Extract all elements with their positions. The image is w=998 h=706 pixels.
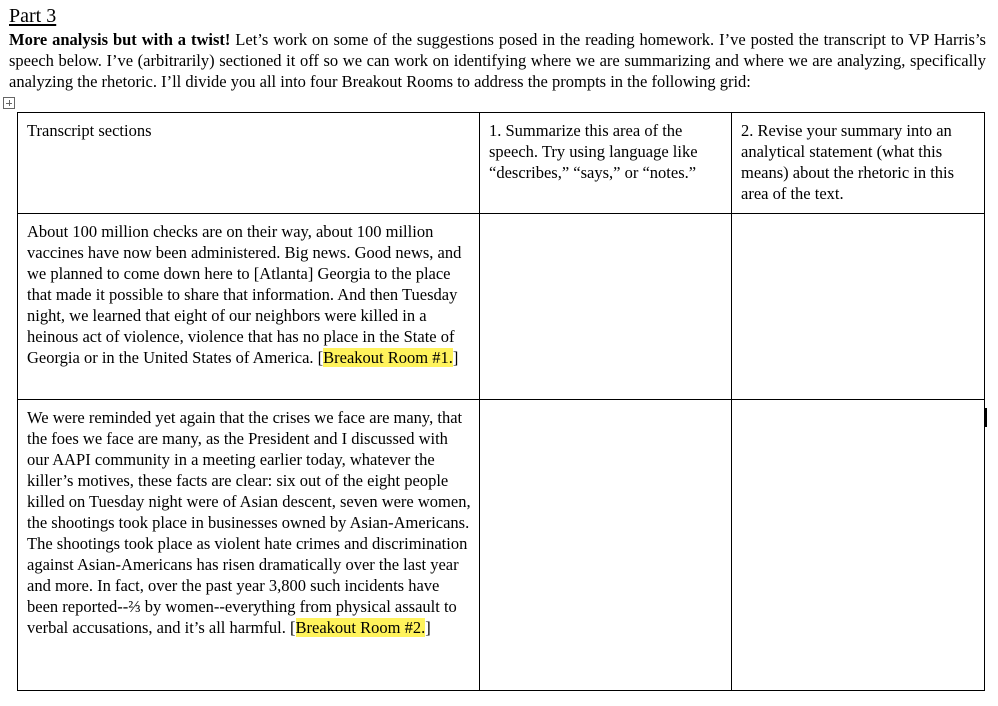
analysis-cell-2[interactable] bbox=[732, 400, 985, 691]
header-summarize[interactable]: 1. Summarize this area of the speech. Try using language like “describes,” “says,” or “notes.” bbox=[480, 113, 732, 214]
transcript-cell-2[interactable] bbox=[18, 400, 480, 691]
closing-bracket-2: ] bbox=[425, 618, 431, 637]
intro-paragraph bbox=[9, 29, 986, 92]
text-cursor bbox=[985, 408, 987, 427]
transcript-cell-1[interactable] bbox=[18, 214, 480, 400]
summary-cell-2[interactable] bbox=[480, 400, 732, 691]
breakout-room-highlight-1: Breakout Room #1. bbox=[323, 348, 453, 367]
transcript-text-1: About 100 million checks are on their way, about 100 million vaccines have now been administered. Big news. Good news, and we planned to come down here to [Atlanta] Georgia to the place that made it possible to share that information. And then Tuesday night, we learned that eight of our neighbors were killed in a heinous act of violence, violence that has no place in the State of Georgia or in the United States of America. [ bbox=[27, 222, 462, 367]
summary-cell-1[interactable] bbox=[480, 214, 732, 400]
breakout-grid-table bbox=[17, 112, 985, 691]
transcript-text-2: We were reminded yet again that the crises we face are many, that the foes we face are many, as the President and I discussed with our AAPI community in a meeting earlier today, whatever the killer’s motives, these facts are clear: six out of the eight people killed on Tuesday night were of Asian descent, seven were women, the shootings took place in businesses owned by Asian-Americans. The shootings took place as violent hate crimes and discrimination against Asian-Americans has risen dramatically over the last year and more. In fact, over the past year 3,800 such incidents have been reported--⅔ by women--everything from physical assault to verbal accusations, and it’s all harmful. [ bbox=[27, 408, 471, 637]
section-heading: Part 3 bbox=[9, 5, 57, 27]
intro-bold-lead: More analysis but with a twist! bbox=[9, 30, 231, 49]
table-row bbox=[18, 214, 985, 400]
table-move-handle-icon[interactable] bbox=[3, 97, 15, 109]
analysis-cell-1[interactable] bbox=[732, 214, 985, 400]
closing-bracket-1: ] bbox=[452, 348, 459, 367]
breakout-room-highlight-2: Breakout Room #2. bbox=[295, 618, 426, 637]
intro-text: Let’s work on some of the suggestions posed in the reading homework. I’ve posted the transcript to VP Harris’s speech below. I’ve (arbitrarily) sectioned it off so we can work on identifying where we are summarizing and where we are analyzing, specifically analyzing the rhetoric. I’ll divide you all into four Breakout Rooms to address the prompts in the following grid: bbox=[9, 30, 986, 91]
header-transcript-sections[interactable]: Transcript sections bbox=[18, 113, 480, 214]
table-row bbox=[18, 400, 985, 691]
table-header-row bbox=[18, 113, 985, 214]
header-revise-analysis[interactable]: 2. Revise your summary into an analytical statement (what this means) about the rhetoric in this area of the text. bbox=[732, 113, 985, 214]
